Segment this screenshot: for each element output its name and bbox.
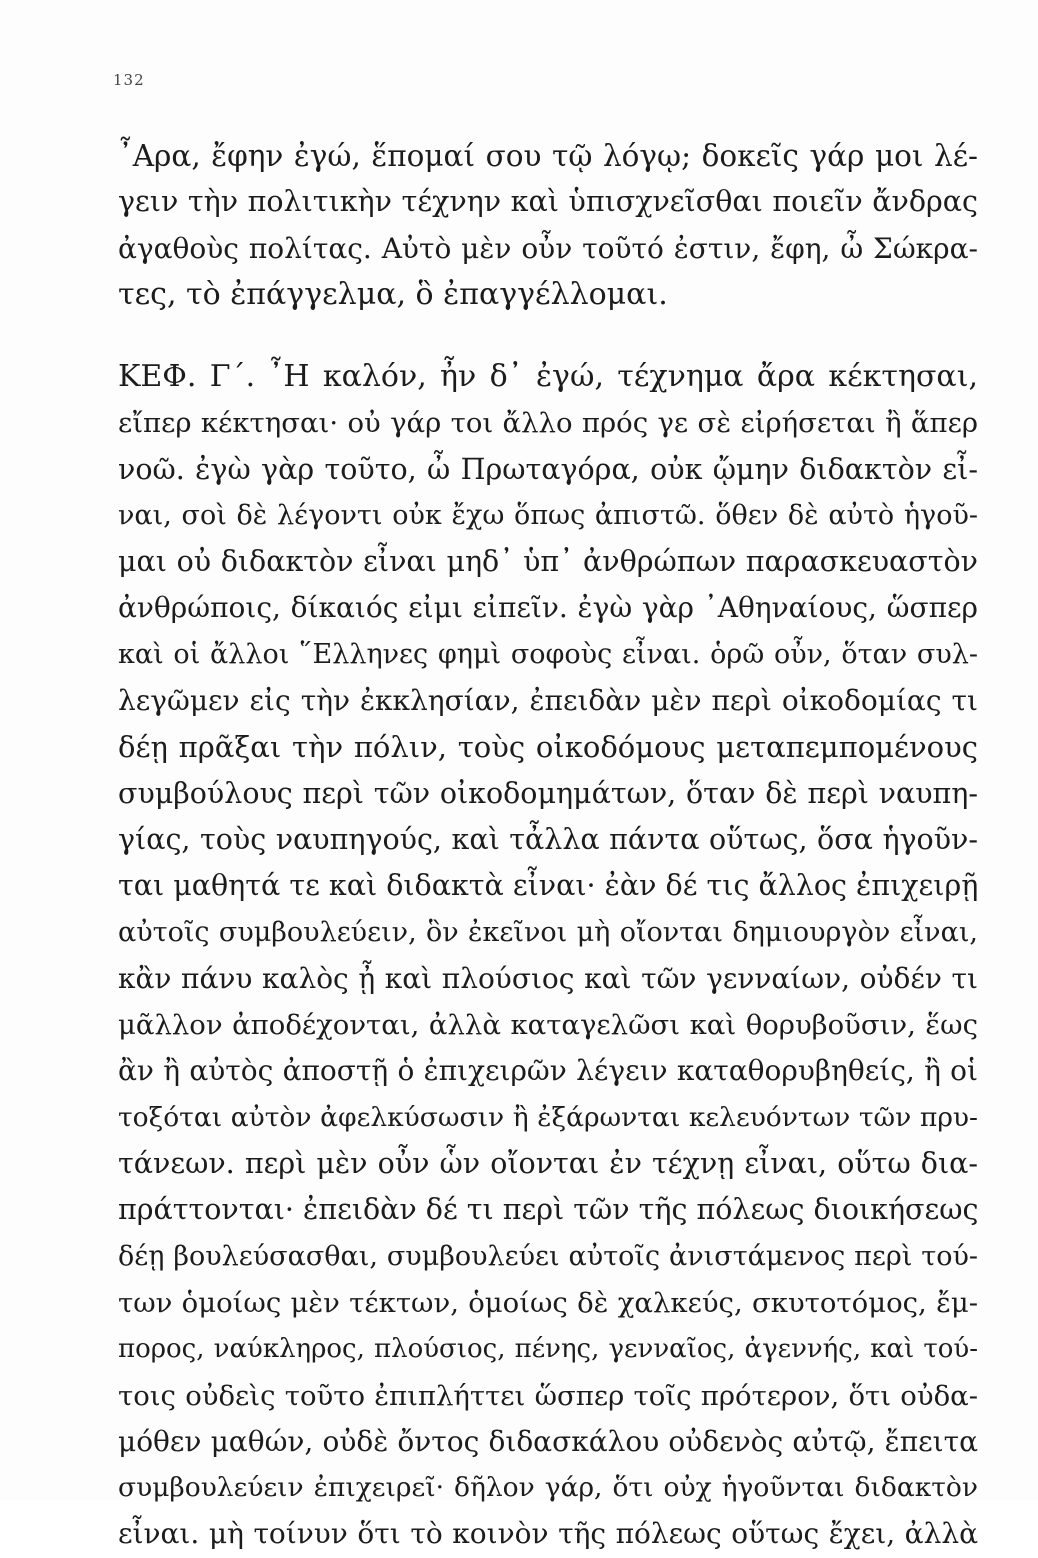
- text-line: εἴπερ κέκτησαι· οὐ γάρ τοι ἄλλο πρός γε σὲ εἰρήσεται ἢ ἅπερ: [118, 407, 978, 440]
- text-line: ἂν ἢ αὐτὸς ἀποστῇ ὁ ἐπιχειρῶν λέγειν καταθορυβηθείς, ἢ οἱ: [118, 1054, 978, 1088]
- text-line: μᾶλλον ἀποδέχονται, ἀλλὰ καταγελῶσι καὶ θορυβοῦσιν, ἕως: [118, 1009, 978, 1042]
- text-line: εἶναι. μὴ τοίνυν ὅτι τὸ κοινὸν τῆς πόλεως οὕτως ἔχει, ἀλλὰ: [118, 1517, 978, 1551]
- text-line: αὐτοῖς συμβουλεύειν, ὃν ἐκεῖνοι μὴ οἴονται δημιουργὸν εἶναι,: [118, 916, 978, 948]
- text-line: γίας, τοὺς ναυπηγούς, καὶ τἆλλα πάντα οὕτως, ὅσα ἡγοῦν-: [118, 822, 978, 856]
- text-line: πορος, ναύκληρος, πλούσιος, πένης, γενναῖος, ἀγεννής, καὶ τού-: [118, 1334, 978, 1365]
- text-line: δέῃ πρᾶξαι τὴν πόλιν, τοὺς οἰκοδόμους μεταπεμπομένους: [118, 730, 978, 765]
- text-line: ῏Αρα, ἔφην ἐγώ, ἕπομαί σου τῷ λόγῳ; δοκεῖς γάρ μοι λέ-: [118, 139, 978, 173]
- text-line: κἂν πάνυ καλὸς ᾖ καὶ πλούσιος καὶ τῶν γενναίων, οὐδέν τι: [118, 961, 978, 995]
- text-line: μόθεν μαθών, οὐδὲ ὄντος διδασκάλου οὐδενὸς αὐτῷ, ἔπειτα: [118, 1424, 978, 1458]
- text-line: ται μαθητά τε καὶ διδακτὰ εἶναι· ἐὰν δέ τις ἄλλος ἐπιχειρῇ: [118, 869, 979, 903]
- text-line: τοξόται αὐτὸν ἀφελκύσωσιν ἢ ἐξάρωνται κελευόντων τῶν πρυ-: [118, 1101, 978, 1133]
- chapter-heading-line: ΚΕΦ. Γ΄. ῏Η καλόν, ἦν δ᾽ ἐγώ, τέχνημα ἄρα κέκτησαι,: [118, 359, 978, 394]
- text-line: τες, τὸ ἐπάγγελμα, ὃ ἐπαγγέλλομαι.: [118, 276, 668, 312]
- text-line: ἀνθρώποις, δίκαιός εἰμι εἰπεῖν. ἐγὼ γὰρ ᾽Αθηναίους, ὥσπερ: [118, 591, 978, 625]
- text-line: νοῶ. ἐγὼ γὰρ τοῦτο, ὦ Πρωταγόρα, οὐκ ᾤμην διδακτὸν εἶ-: [118, 452, 978, 486]
- text-line: τάνεων. περὶ μὲν οὖν ὧν οἴονται ἐν τέχνῃ εἶναι, οὕτω δια-: [118, 1147, 978, 1181]
- text-line: των ὁμοίως μὲν τέκτων, ὁμοίως δὲ χαλκεύς, σκυτοτόμος, ἔμ-: [118, 1286, 978, 1319]
- text-line: καὶ οἱ ἄλλοι ῞Ελληνες φημὶ σοφοὺς εἶναι. ὁρῶ οὖν, ὅταν συλ-: [118, 638, 978, 670]
- text-line: συμβούλους περὶ τῶν οἰκοδομημάτων, ὅταν δὲ περὶ ναυπη-: [118, 776, 978, 810]
- text-line: δέῃ βουλεύσασθαι, συμβουλεύει αὐτοῖς ἀνιστάμενος περὶ τού-: [118, 1240, 978, 1272]
- paragraph-2: [118, 354, 978, 1558]
- text-line: μαι οὐ διδακτὸν εἶναι μηδ᾽ ὑπ᾽ ἀνθρώπων παρασκευαστὸν: [118, 545, 978, 579]
- text-line: τοις οὐδεὶς τοῦτο ἐπιπλήττει ὥσπερ τοῖς πρότερον, ὅτι οὐδα-: [118, 1379, 978, 1412]
- text-line: πράττονται· ἐπειδὰν δέ τι περὶ τῶν τῆς πόλεως διοικήσεως: [118, 1193, 979, 1227]
- text-line: γειν τὴν πολιτικὴν τέχνην καὶ ὑπισχνεῖσθαι ποιεῖν ἄνδρας: [118, 185, 978, 219]
- page-number: 132: [113, 71, 145, 89]
- text-line: ἀγαθοὺς πολίτας. Αὐτὸ μὲν οὖν τοῦτό ἐστιν, ἔφη, ὦ Σώκρα-: [118, 231, 978, 265]
- text-line: λεγῶμεν εἰς τὴν ἐκκλησίαν, ἐπειδὰν μὲν περὶ οἰκοδομίας τι: [118, 684, 978, 718]
- text-line: ναι, σοὶ δὲ λέγοντι οὐκ ἔχω ὅπως ἀπιστῶ. ὅθεν δὲ αὐτὸ ἡγοῦ-: [118, 499, 978, 531]
- paragraph-1: [118, 133, 978, 318]
- text-line: συμβουλεύειν ἐπιχειρεῖ· δῆλον γάρ, ὅτι οὐχ ἡγοῦνται διδακτὸν: [118, 1472, 978, 1504]
